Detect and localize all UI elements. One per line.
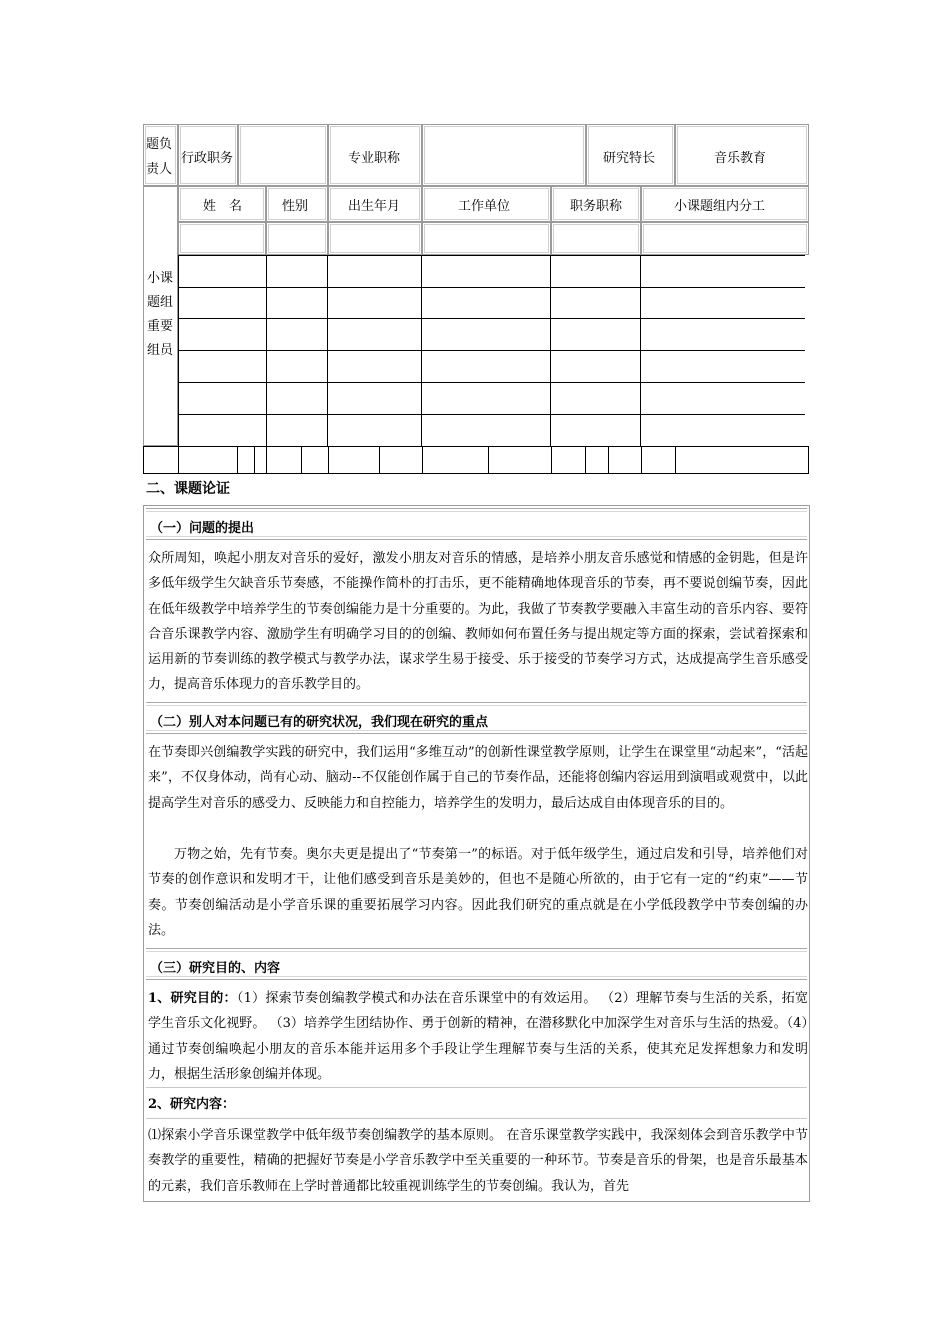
member-row-1-gender[interactable] (266, 222, 328, 255)
argument-box (143, 505, 810, 1202)
col-header-workplace-text: 工作单位 (458, 199, 511, 214)
responsible-label-line2: 责人 (146, 162, 173, 177)
part3-aim-label: 1、研究目的： (148, 991, 237, 1006)
member-row-1-position[interactable] (551, 222, 641, 255)
group-label-line-4: 组员 (146, 343, 173, 358)
col-header-position (551, 186, 641, 222)
member-row-1-name[interactable] (178, 222, 266, 255)
prof-title-label-cell (328, 124, 422, 186)
part3-title: （三）研究目的、内容 (150, 961, 281, 976)
part3-title-band (146, 948, 807, 980)
part1-body: 众所周知，唤起小朋友对音乐的爱好，激发小朋友对音乐的情感，是培养小朋友音乐感觉和情感的金钥匙，但是许多低年级学生欠缺音乐节奏感，不能操作简朴的打击乐，更不能精确地体现音乐的节奏，再不要说创编节奏，因此在低年级教学中培养学生的节奏创编能力是十分重要的。为此，我做了节奏教学要融入丰富生动的音乐内容、要符合音乐课教学内容、激励学生有明确学习目的的创编、教师如何布置任务与提出规定等方面的探索，尝试着探索和运用新的节奏训练的教学模式与教学办法，谋求学生易于接受、乐于接受的节奏学习方式，达成提高学生音乐感受力，提高音乐体现力的音乐教学目的。 (148, 551, 808, 693)
specialty-value: 音乐教育 (714, 151, 767, 166)
part3-aim (148, 986, 808, 1087)
member-rows-grid[interactable] (178, 255, 809, 446)
col-header-duty-text: 小课题组内分工 (674, 199, 766, 214)
col-header-birth (328, 186, 422, 222)
specialty-label: 研究特长 (603, 151, 656, 166)
part3-aim-body: （1）探索节奏创编教学模式和办法在音乐课堂中的有效运用。 （2）理解节奏与生活的关系，拓宽学生音乐文化视野。 （3）培养学生团结协作、勇于创新的精神，在潜移默化中加深学生对音乐与生活的热爱。（4）通过节奏创编唤起小朋友的音乐本能并运用多个手段让学生理解节奏与生活的关系，使其充足发挥想象力和发明力，根据生活形象创编并体现。 (148, 991, 809, 1082)
part1-title-band (146, 508, 807, 540)
group-label-line-1: 小课 (146, 271, 173, 286)
col-header-gender-text: 性别 (282, 199, 309, 214)
col-header-name-text: 姓 名 (203, 199, 243, 214)
table-bottom-row (143, 446, 809, 474)
group-label-line-3: 重要 (146, 319, 173, 334)
part3-content-body: ⑴探索小学音乐课堂教学中低年级节奏创编教学的基本原则。 在音乐课堂教学实践中，我深刻体会到音乐教学中节奏教学的重要性，精确的把握好节奏是小学音乐教学中至关重要的一种环节。节奏是音乐的骨架，也是音乐最基本的元素，我们音乐教师在上学时普通都比较重视训练学生的节奏创编。我认为，首先 (148, 1128, 808, 1194)
specialty-label-cell (586, 124, 675, 186)
prof-title-value-cell[interactable] (422, 124, 586, 186)
responsible-label-line1: 题负 (146, 137, 173, 152)
group-label-text (146, 267, 174, 363)
member-row-1-duty[interactable] (641, 222, 809, 255)
part2-title: （二）别人对本问题已有的研究状况，我们现在研究的重点 (150, 715, 489, 730)
section-title: 二、课题论证 (146, 481, 230, 497)
col-header-name (178, 186, 266, 222)
part2-body-2: 万物之始，先有节奏。奥尔夫更是提出了“节奏第一”的标语。对于低年级学生，通过启发和引导，培养他们对节奏的创作意识和发明才干，让他们感受到音乐是美妙的，但也不是随心所欲的，由于它有一定的“约束”——节奏。节奏创编活动是小学音乐课的重要拓展学习内容。因此我们研究的重点就是在小学低段教学中节奏创编的办法。 (148, 847, 808, 938)
prof-title-label: 专业职称 (348, 151, 401, 166)
part3-content-label (148, 1092, 808, 1117)
group-label-line-2: 题组 (146, 295, 173, 310)
col-header-birth-text: 出生年月 (348, 199, 401, 214)
admin-title-value-cell[interactable] (238, 124, 328, 186)
group-label-cell (143, 186, 178, 446)
col-header-duty (641, 186, 809, 222)
part3-content-label-text: 2、研究内容： (148, 1097, 236, 1112)
col-header-gender (266, 186, 328, 222)
part2-body-1: 在节奏即兴创编教学实践的研究中，我们运用“多维互动”的创新性课堂教学原则，让学生在课堂里“动起来”，“活起来”，不仅身体动，尚有心动、脑动--不仅能创作属于自己的节奏作品，还能将创编内容运用到演唱或观赏中，以此提高学生对音乐的感受力、反映能力和自控能力，培养学生的发明力，最后达成自由体现音乐的目的。 (148, 745, 808, 811)
col-header-position-text: 职务职称 (570, 199, 623, 214)
member-row-1-birth[interactable] (328, 222, 422, 255)
col-header-workplace (422, 186, 551, 222)
part2-title-band (146, 702, 807, 734)
admin-title-label-cell (178, 124, 238, 186)
member-row-1-workplace[interactable] (422, 222, 551, 255)
specialty-value-cell[interactable] (675, 124, 809, 186)
part1-title: （一）问题的提出 (150, 521, 255, 536)
responsible-label-cell (143, 124, 178, 186)
admin-title-label: 行政职务 (181, 151, 234, 166)
